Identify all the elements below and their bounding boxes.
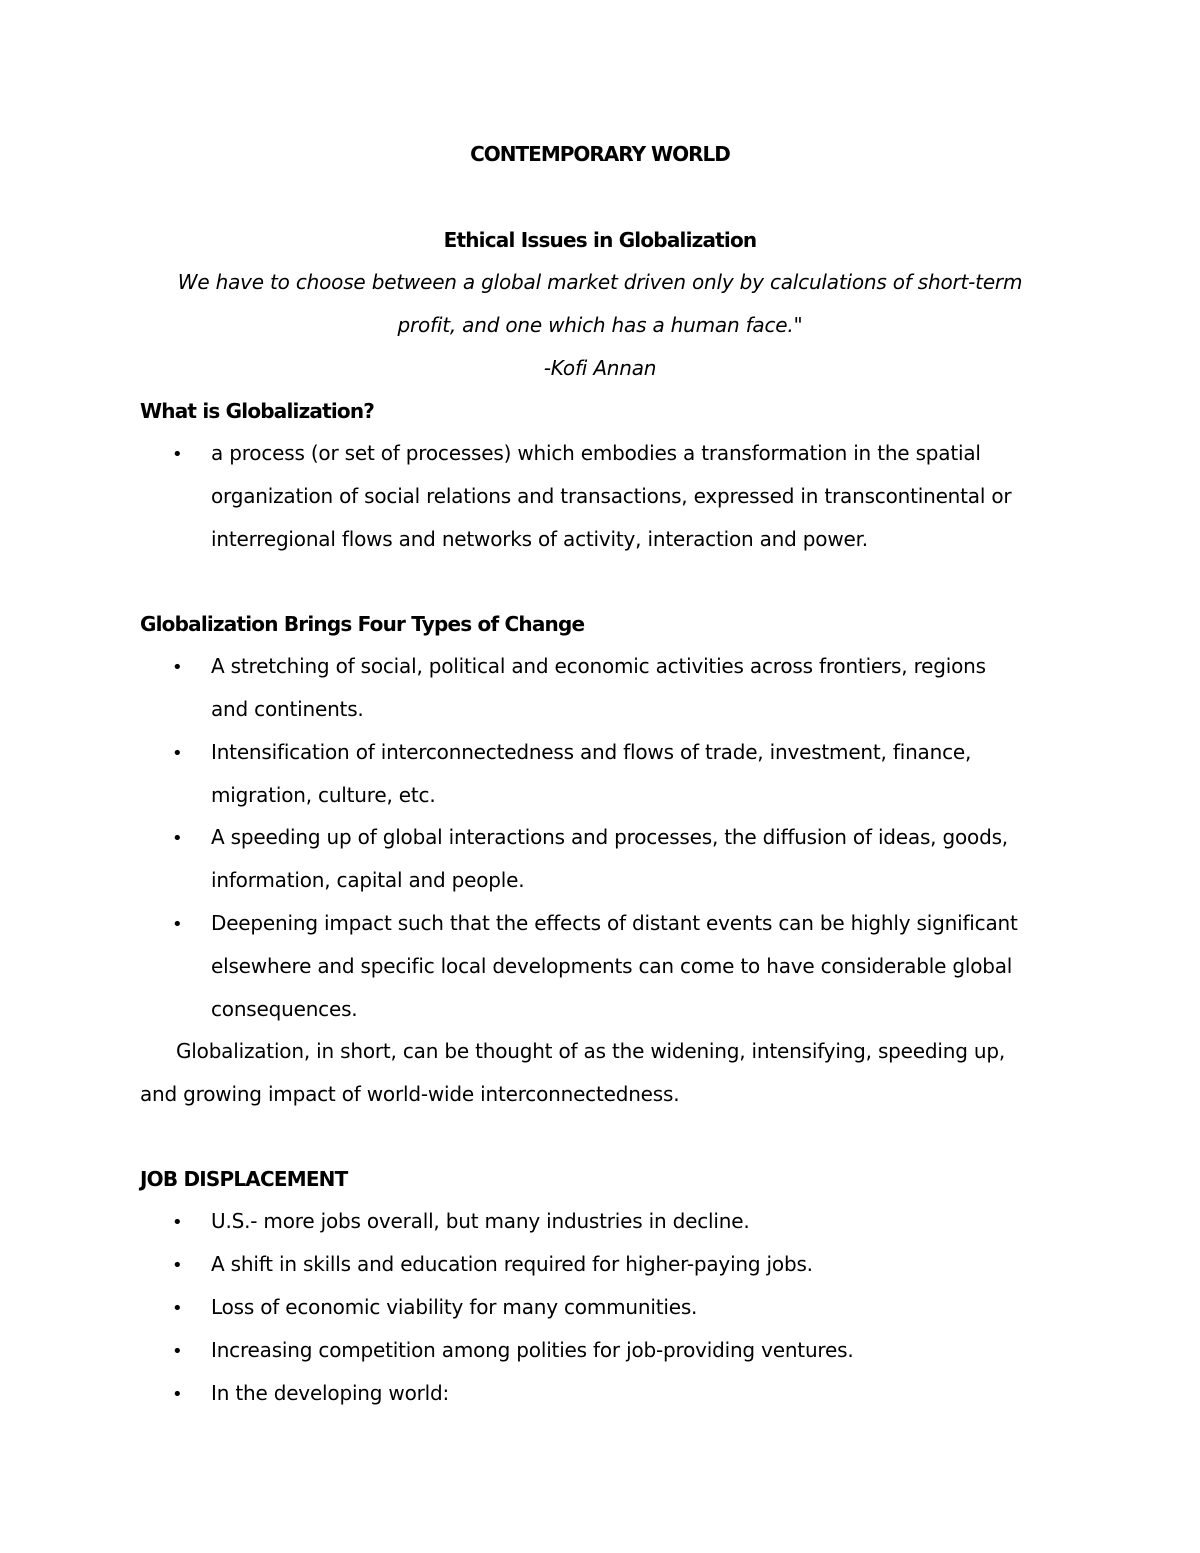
list-item: Increasing competition among polities for job-providing ventures. bbox=[211, 1338, 854, 1362]
list-item-line: Intensification of interconnectedness and flows of trade, investment, finance, bbox=[211, 740, 972, 764]
list-item-line: A speeding up of global interactions and processes, the diffusion of ideas, goods, bbox=[211, 825, 1008, 849]
list-item: U.S.- more jobs overall, but many industries in decline. bbox=[211, 1209, 750, 1233]
summary-paragraph-line: and growing impact of world-wide interconnectedness. bbox=[140, 1082, 680, 1106]
list-item: Loss of economic viability for many communities. bbox=[211, 1295, 698, 1319]
list-item-line: elsewhere and specific local developments can come to have considerable global bbox=[211, 954, 1013, 978]
section-heading-what-is-globalization: What is Globalization? bbox=[140, 399, 375, 423]
list-item-line: interregional flows and networks of activity, interaction and power. bbox=[211, 527, 868, 551]
quote-author: -Kofi Annan bbox=[543, 356, 657, 380]
document-subtitle: Ethical Issues in Globalization bbox=[443, 228, 757, 252]
list-item-line: migration, culture, etc. bbox=[211, 783, 436, 807]
summary-paragraph-line: Globalization, in short, can be thought of as the widening, intensifying, speeding up, bbox=[176, 1039, 1005, 1063]
list-item: In the developing world: bbox=[211, 1381, 450, 1405]
bullet-icon: • bbox=[172, 914, 183, 935]
bullet-icon: • bbox=[172, 657, 183, 678]
bullet-icon: • bbox=[172, 1255, 183, 1276]
section-heading-job-displacement: JOB DISPLACEMENT bbox=[140, 1167, 348, 1191]
list-item: A shift in skills and education required for higher-paying jobs. bbox=[211, 1252, 813, 1276]
list-item-line: consequences. bbox=[211, 997, 358, 1021]
quote-line: We have to choose between a global market driven only by calculations of short-term bbox=[177, 270, 1023, 294]
bullet-icon: • bbox=[172, 1212, 183, 1233]
list-item-line: a process (or set of processes) which embodies a transformation in the spatial bbox=[211, 441, 981, 465]
list-item-line: Deepening impact such that the effects of distant events can be highly significant bbox=[211, 911, 1018, 935]
bullet-icon: • bbox=[172, 828, 183, 849]
quote-line: profit, and one which has a human face." bbox=[397, 313, 803, 337]
bullet-icon: • bbox=[172, 743, 183, 764]
bullet-icon: • bbox=[172, 1341, 183, 1362]
page-title: CONTEMPORARY WORLD bbox=[470, 142, 730, 166]
list-item-line: and continents. bbox=[211, 697, 364, 721]
bullet-icon: • bbox=[172, 1384, 183, 1405]
list-item-line: A stretching of social, political and economic activities across frontiers, regions bbox=[211, 654, 986, 678]
section-heading-four-types-of-change: Globalization Brings Four Types of Change bbox=[140, 612, 585, 636]
bullet-icon: • bbox=[172, 444, 183, 465]
list-item-line: information, capital and people. bbox=[211, 868, 525, 892]
list-item-line: organization of social relations and transactions, expressed in transcontinental or bbox=[211, 484, 1012, 508]
bullet-icon: • bbox=[172, 1298, 183, 1319]
